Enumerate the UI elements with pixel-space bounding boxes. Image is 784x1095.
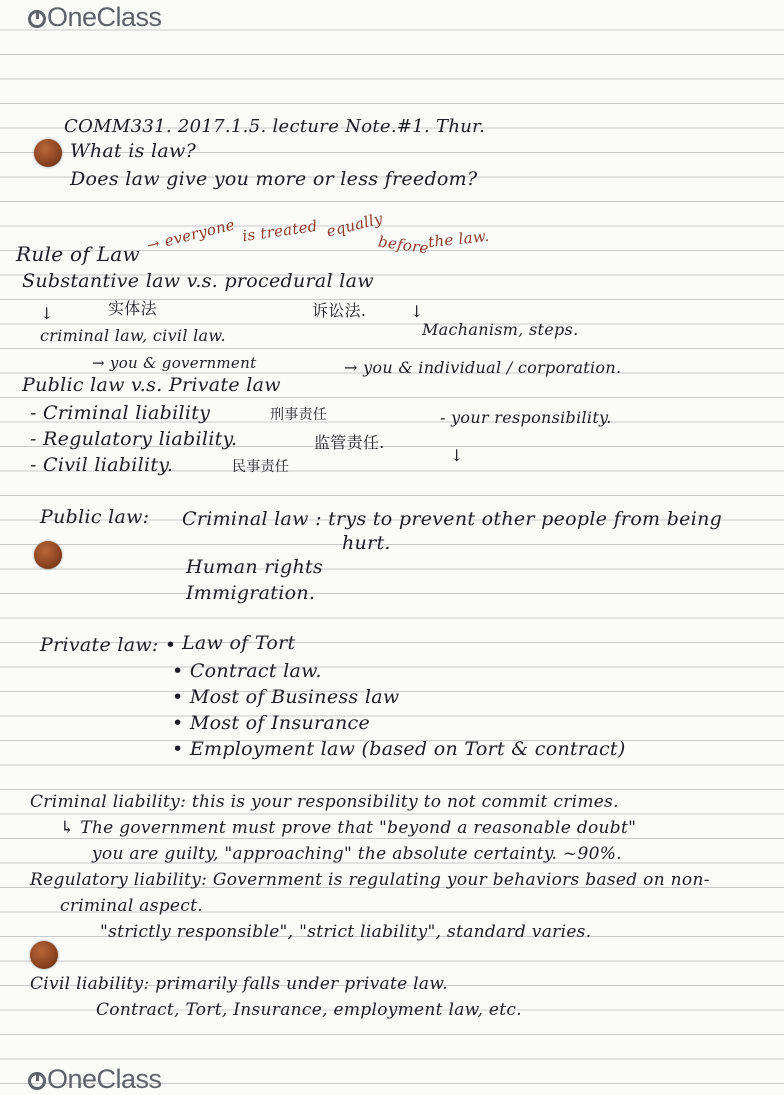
down-arrow-icon: ↓	[410, 302, 424, 321]
public-law-line: Criminal law : trys to prevent other people from being	[182, 508, 723, 530]
binder-hole	[30, 941, 58, 969]
liability-item: - Civil liability.	[30, 454, 174, 476]
liability-cn: 监管责任.	[314, 433, 385, 452]
private-law-item: • Contract law.	[172, 660, 322, 682]
rule-note-4: before	[376, 232, 430, 258]
down-arrow-icon: ↓	[40, 304, 54, 323]
private-law-label: Private law: •	[40, 634, 177, 656]
proc-examples: Machanism, steps.	[422, 320, 579, 339]
sub-chinese: 实体法	[108, 299, 157, 318]
liability-cn: 刑事责任	[270, 407, 328, 423]
logo-text: OneClass	[47, 1064, 162, 1094]
private-law-item: • Employment law (based on Tort & contract)	[172, 738, 626, 760]
civil-liability-2: Contract, Tort, Insurance, employment law, etc.	[96, 1000, 522, 1020]
private-note: → you & individual / corporation.	[344, 358, 622, 377]
oneclass-logo-top	[28, 2, 162, 33]
public-law-line-b: hurt.	[342, 532, 391, 554]
sub-vs-proc: Substantive law v.s. procedural law	[22, 270, 374, 292]
course-line: COMM331. 2017.1.5. lecture Note.#1. Thur.	[64, 116, 486, 137]
proc-chinese: 诉讼法.	[312, 301, 367, 320]
regulatory-liability-3: "strictly responsible", "strict liability", standard varies.	[100, 922, 592, 942]
responsibility-note: - your responsibility.	[440, 408, 612, 427]
regulatory-liability-2: criminal aspect.	[60, 896, 203, 916]
public-law-item: Immigration.	[186, 582, 316, 604]
criminal-liability-sub2: you are guilty, "approaching" the absolute certainty. ~90%.	[92, 844, 622, 864]
public-law-label: Public law:	[40, 506, 150, 528]
criminal-liability: Criminal liability: this is your responsibility to not commit crimes.	[30, 792, 619, 812]
private-law-item: Law of Tort	[182, 632, 296, 654]
rule-note-1: → everyone	[145, 215, 237, 255]
oneclass-logo-bottom	[28, 1064, 162, 1095]
civil-liability: Civil liability: primarily falls under private law.	[30, 974, 448, 994]
liability-cn: 民事责任	[232, 459, 290, 475]
down-arrow-icon: ↓	[450, 446, 464, 465]
pub-vs-priv: Public law v.s. Private law	[22, 374, 281, 396]
rule-note-3: equally	[324, 209, 385, 241]
regulatory-liability: Regulatory liability: Government is regulating your behaviors based on non-	[30, 870, 710, 890]
rule-note-2: is treated	[241, 216, 319, 246]
liability-item: - Criminal liability	[30, 402, 211, 424]
sub-examples: criminal law, civil law.	[40, 326, 226, 345]
rule-of-law-term: Rule of Law	[16, 242, 140, 266]
oneclass-logo-icon	[28, 10, 46, 28]
rule-note-5: the law.	[427, 226, 491, 252]
question-2: Does law give you more or less freedom?	[70, 168, 478, 190]
binder-hole	[34, 541, 62, 569]
private-law-item: • Most of Business law	[172, 686, 400, 708]
public-note: → you & government	[92, 354, 257, 372]
private-law-item: • Most of Insurance	[172, 712, 371, 734]
public-law-item: Human rights	[186, 556, 323, 578]
criminal-liability-sub: ↳ The government must prove that "beyond a reasonable doubt"	[60, 818, 637, 838]
question-1: What is law?	[70, 140, 197, 162]
oneclass-logo-icon	[28, 1072, 46, 1090]
binder-hole	[34, 139, 62, 167]
liability-item: - Regulatory liability.	[30, 428, 238, 450]
logo-text: OneClass	[47, 2, 162, 32]
